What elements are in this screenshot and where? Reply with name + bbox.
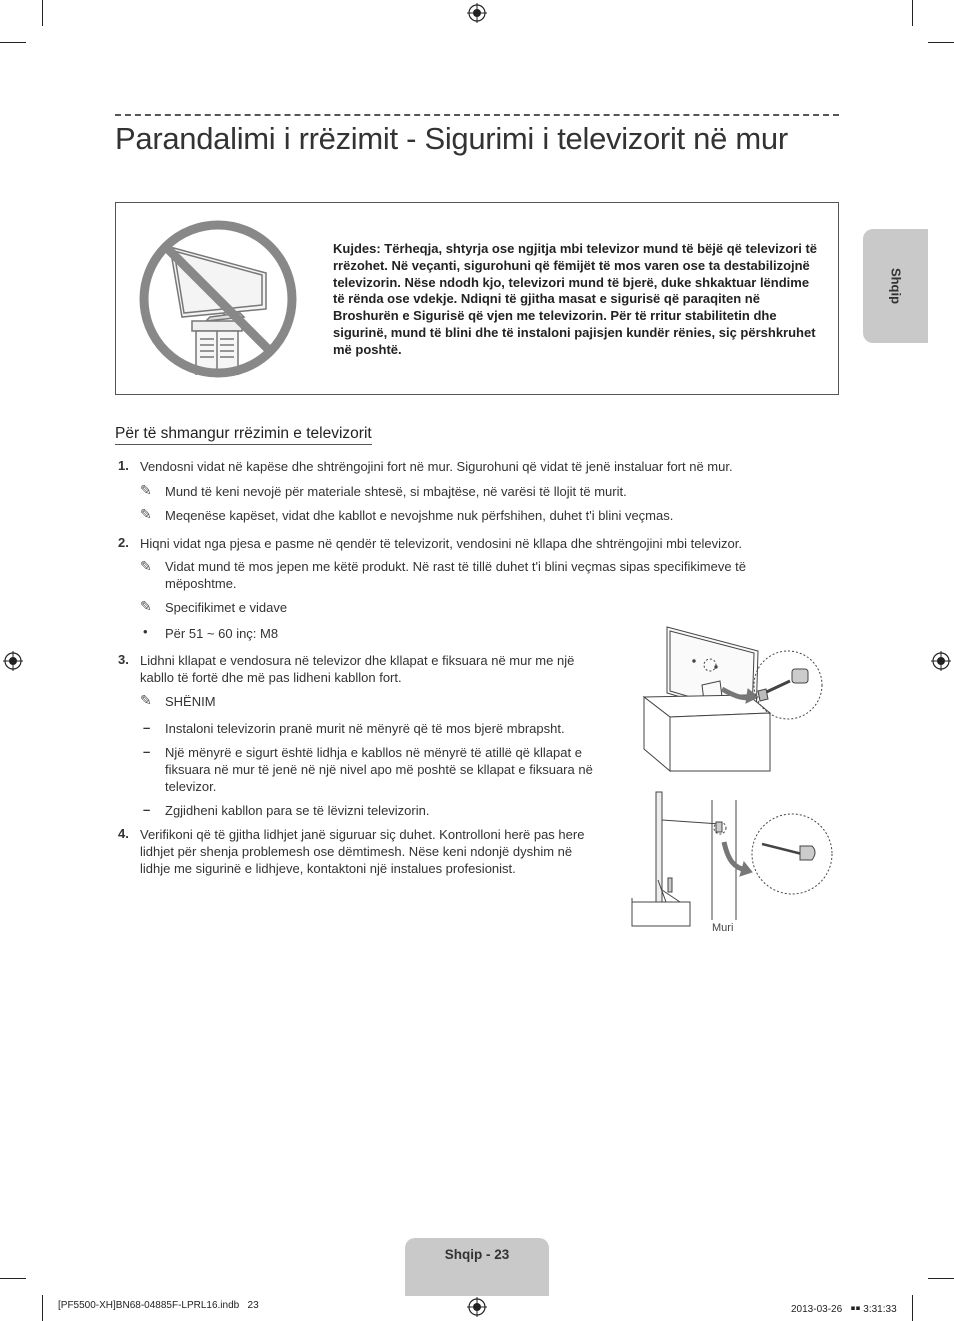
page-number-tab (405, 1238, 549, 1296)
note-heading: SHËNIM (165, 694, 216, 709)
note-pencil-icon: ✎ (140, 482, 152, 498)
step-number: 4. (118, 826, 129, 841)
crop-mark (0, 42, 26, 43)
dash-text: Instaloni televizorin pranë murit në mënyrë që të mos bjerë mbrapsht. (165, 721, 565, 736)
crop-mark (42, 1295, 43, 1321)
tv-wall-illustration (628, 790, 838, 930)
note-text: Meqenëse kapëset, vidat dhe kabllot e nevojshme nuk përfshihen, duhet t'i blini veçmas. (165, 508, 674, 523)
step-text: Vendosni vidat në kapëse dhe shtrëngojini fort në mur. Sigurohuni që vidat të jenë instaluar fort në mur. (140, 459, 733, 474)
warning-box (115, 202, 839, 395)
page-title: Parandalimi i rrëzimit - Sigurimi i televizorit në mur (115, 121, 788, 156)
dash-marker: – (143, 720, 151, 735)
step-number: 1. (118, 458, 129, 473)
registration-mark-icon (3, 651, 23, 671)
no-tv-tipping-icon (136, 217, 300, 381)
title-dashed-rule (115, 114, 839, 116)
dash-text: Zgjidheni kabllon para se të lëvizni televizorin. (165, 803, 430, 818)
dash-marker: – (143, 802, 151, 817)
crop-mark (928, 42, 954, 43)
section-heading: Për të shmangur rrëzimin e televizorit (115, 425, 372, 445)
warning-text: Kujdes: Tërheqja, shtyrja ose ngjitja mbi televizor mund të bëjë që televizori të rrëzohet. Në veçanti, sigurohuni që fëmijët të mos varen ose ta destabilizojnë televizorin. Nëse ndodh kjo, televizori mund të bjerë, duke shkaktuar lëndime të rënda ose vdekje. Ndiqni të gjitha masat e sigurisë që paraqiten në Broshurën e Sigurisë që vjen me televizorin. Për të rritur stabilitetin dhe sigurinë, mund të blini dhe të instaloni pajisjen kundër rënies, siç përshkruhet më poshtë. (333, 241, 818, 357)
footer-timestamp: 2013-03-26 ￭￭ 3:31:33 (791, 1304, 897, 1315)
note-pencil-icon: ✎ (140, 692, 152, 708)
step-text: Lidhni kllapat e vendosura në televizor dhe kllapat e fiksuara në mur me një kabllo të fortë dhe më pas lidheni kabllon fort. (140, 653, 575, 685)
language-side-tab (863, 229, 928, 343)
side-tab-label: Shqip (888, 267, 903, 305)
crop-mark (928, 1278, 954, 1279)
footer-file-info: [PF5500-XH]BN68-04885F-LPRL16.indb 23 (58, 1300, 259, 1311)
dash-marker: – (143, 744, 151, 759)
note-pencil-icon: ✎ (140, 598, 152, 614)
step-number: 3. (118, 652, 129, 667)
crop-mark (912, 1295, 913, 1321)
note-pencil-icon: ✎ (140, 558, 152, 574)
page-number: Shqip - 23 (444, 1247, 510, 1262)
registration-mark-icon (467, 1297, 487, 1317)
step-text: Verifikoni që të gjitha lidhjet janë siguruar siç duhet. Kontrolloni herë pas here lidhjet për shenja problemesh ose dëmtimesh. Nëse keni ndonjë dyshim në lidhje me sigurinë e lidhjeve, kontaktoni një instalues profesionist. (140, 827, 585, 876)
note-text: Mund të keni nevojë për materiale shtesë, si mbajtëse, në varësi të llojit të murit. (165, 484, 627, 499)
note-text: Vidat mund të mos jepen me këtë produkt. Në rast të tillë duhet t'i blini veçmas sipas specifikimeve të mëposhtme. (165, 559, 747, 591)
crop-mark (42, 0, 43, 26)
step-text: Hiqni vidat nga pjesa e pasme në qendër të televizorit, vendosini në kllapa dhe shtrëngojini mbi televizor. (140, 536, 742, 551)
dash-text: Një mënyrë e sigurt është lidhja e kabllos në mënyrë të atillë që kllapat e fiksuara në mur të jenë në një nivel apo më poshtë se kllapat e fiksuara në televizor. (165, 745, 593, 794)
note-text: Specifikimet e vidave (165, 600, 288, 615)
screw-spec: Për 51 ~ 60 inç: M8 (165, 626, 279, 641)
bullet-dot: • (143, 624, 148, 639)
note-pencil-icon: ✎ (140, 506, 152, 522)
crop-mark (912, 0, 913, 26)
step-number: 2. (118, 535, 129, 550)
registration-mark-icon (467, 3, 487, 23)
wall-label: Muri (712, 922, 734, 934)
crop-mark (0, 1278, 26, 1279)
tv-bracket-illustration (640, 625, 840, 775)
registration-mark-icon (931, 651, 951, 671)
